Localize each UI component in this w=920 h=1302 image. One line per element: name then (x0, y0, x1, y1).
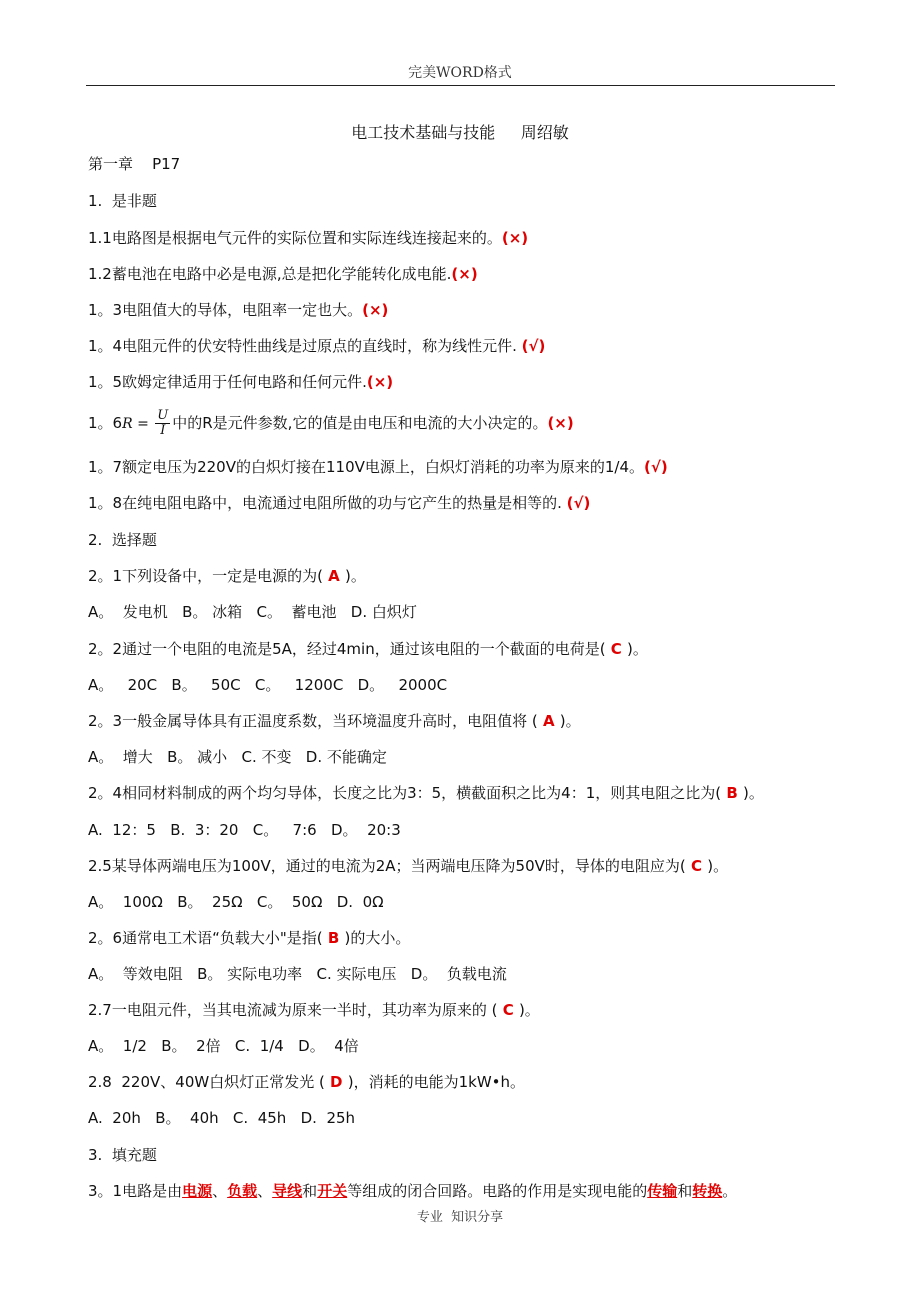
question-text: 2。4相同材料制成的两个均匀导体，长度之比为3：5，横截面积之比为4：1，则其电阻之比为( (88, 784, 722, 802)
tf-item-3 (88, 300, 388, 320)
question-text: 2.7一电阻元件，当其电流减为原来一半时，其功率为原来的 ( (88, 1001, 498, 1019)
fraction-numerator: U (157, 408, 169, 423)
tf-item-4 (88, 336, 545, 356)
answer-letter: A (537, 712, 560, 730)
section-heading-choice: 2. 选择题 (88, 531, 157, 549)
question-text-end: )。 (743, 784, 764, 802)
question-text: 1。4电阻元件的伏安特性曲线是过原点的直线时，称为线性元件. (88, 337, 522, 355)
answer-letter: B (322, 929, 345, 947)
question-text: 1。7额定电压为220V的白炽灯接在110V电源上，白炽灯消耗的功率为原来的1/4。 (88, 458, 645, 476)
tf-item-5 (88, 372, 393, 392)
question-text-end: )。 (345, 567, 366, 585)
choice-question-7 (88, 1000, 540, 1020)
question-text: 2。2通过一个电阻的电流是5A，经过4min，通过该电阻的一个截面的电荷是( (88, 640, 606, 658)
choice-options-4: A. 12：5 B. 3：20 C。 7:6 D。 20:3 (88, 821, 401, 839)
answer-blank: 电源 (182, 1182, 213, 1200)
question-text: 1。8在纯电阻电路中，电流通过电阻所做的功与它产生的热量是相等的. (88, 494, 567, 512)
question-text-end: )。 (559, 712, 581, 730)
question-text: 和 (302, 1182, 318, 1200)
question-text-end: )，消耗的电能为1kW•h。 (347, 1073, 526, 1091)
question-text-end: )。 (627, 640, 648, 658)
question-text: 2。1下列设备中，一定是电源的为( (88, 567, 323, 585)
question-text: 。 (722, 1182, 738, 1200)
question-text: 2。6通常电工术语“负载大小"是指( (88, 929, 323, 947)
choice-question-3 (88, 711, 581, 731)
question-text: 1。3电阻值大的导体，电阻率一定也大。 (88, 301, 363, 319)
choice-options-2: A。 20C B。 50C C。 1200C D。 2000C (88, 676, 448, 694)
choice-question-1 (88, 566, 366, 586)
question-number: 1。6 (88, 414, 123, 432)
question-text: 3。1电路是由 (88, 1182, 183, 1200)
answer-blank: 转换 (692, 1182, 723, 1200)
question-text: 2.5某导体两端电压为100V，通过的电流为2A；当两端电压降为50V时，导体的电阻应为( (88, 857, 686, 875)
choice-question-2 (88, 639, 648, 659)
header-rule (86, 85, 835, 86)
question-text: 2。3一般金属导体具有正温度系数，当环境温度升高时，电阻值将 ( (88, 712, 538, 730)
choice-options-8: A. 20h B。 40h C. 45h D. 25h (88, 1109, 356, 1127)
choice-question-4 (88, 783, 764, 803)
tf-item-1 (88, 228, 528, 248)
question-text: 1.2蓄电池在电路中必是电源,总是把化学能转化成电能. (88, 265, 452, 283)
answer-mark: (×) (547, 414, 574, 432)
answer-letter: C (605, 640, 628, 658)
answer-letter: C (497, 1001, 519, 1019)
page-header: 完美WORD格式 (408, 65, 512, 81)
fill-question-1 (88, 1181, 737, 1201)
fraction-denominator: I (160, 423, 166, 438)
answer-blank: 负载 (227, 1182, 258, 1200)
choice-question-8 (88, 1072, 525, 1092)
choice-options-1: A。 发电机 B。 冰箱 C。 蓄电池 D. 白炽灯 (88, 603, 417, 621)
question-text-end: )。 (707, 857, 729, 875)
question-text: 、 (257, 1182, 273, 1200)
answer-blank: 传输 (647, 1182, 678, 1200)
answer-mark: (√) (566, 494, 591, 512)
formula-variable: R (122, 416, 133, 432)
page-footer: 专业 知识分享 (416, 1210, 504, 1225)
choice-question-5 (88, 856, 728, 876)
question-text-end: )的大小。 (344, 929, 411, 947)
answer-letter: D (324, 1073, 348, 1091)
chapter-heading: 第一章 P17 (88, 155, 181, 173)
choice-options-6: A。 等效电阻 B。 实际电功率 C. 实际电压 D。 负载电流 (88, 965, 507, 983)
question-text: 中的R是元件参数,它的值是由电压和电流的大小决定的。 (172, 414, 548, 432)
answer-mark: (√) (521, 337, 546, 355)
tf-item-7 (88, 457, 668, 477)
question-text: 、 (212, 1182, 228, 1200)
section-heading-fill: 3. 填充题 (88, 1146, 157, 1164)
answer-mark: (×) (362, 301, 389, 319)
answer-blank: 导线 (272, 1182, 303, 1200)
question-text: 和 (677, 1182, 693, 1200)
answer-mark: (×) (366, 373, 394, 391)
answer-letter: B (721, 784, 744, 802)
document-title: 电工技术基础与技能 周绍敏 (351, 123, 569, 142)
answer-letter: C (685, 857, 708, 875)
section-heading-truefalse: 1. 是非题 (88, 192, 157, 210)
answer-mark: (√) (644, 458, 668, 476)
question-text: 1.1电路图是根据电气元件的实际位置和实际连线连接起来的。 (88, 229, 502, 247)
choice-question-6 (88, 928, 410, 948)
tf-item-2 (88, 264, 478, 284)
answer-mark: (×) (501, 229, 529, 247)
choice-options-3: A。 增大 B。 减小 C. 不变 D. 不能确定 (88, 748, 387, 766)
question-text: 1。5欧姆定律适用于任何电路和任何元件. (88, 373, 367, 391)
answer-letter: A (322, 567, 346, 585)
tf-item-6 (88, 408, 574, 439)
formula-fraction (155, 409, 170, 438)
choice-options-7: A。 1/2 B。 2倍 C. 1/4 D。 4倍 (88, 1037, 359, 1055)
question-text: 等组成的闭合回路。电路的作用是实现电能的 (347, 1182, 648, 1200)
formula-equals: = (132, 416, 154, 432)
answer-blank: 开关 (317, 1182, 348, 1200)
choice-options-5: A。 100Ω B。 25Ω C。 50Ω D. 0Ω (88, 893, 384, 911)
question-text: 2.8 220V、40W白炽灯正常发光 ( (88, 1073, 325, 1091)
question-text-end: )。 (518, 1001, 540, 1019)
tf-item-8 (88, 493, 590, 513)
answer-mark: (×) (451, 265, 478, 283)
